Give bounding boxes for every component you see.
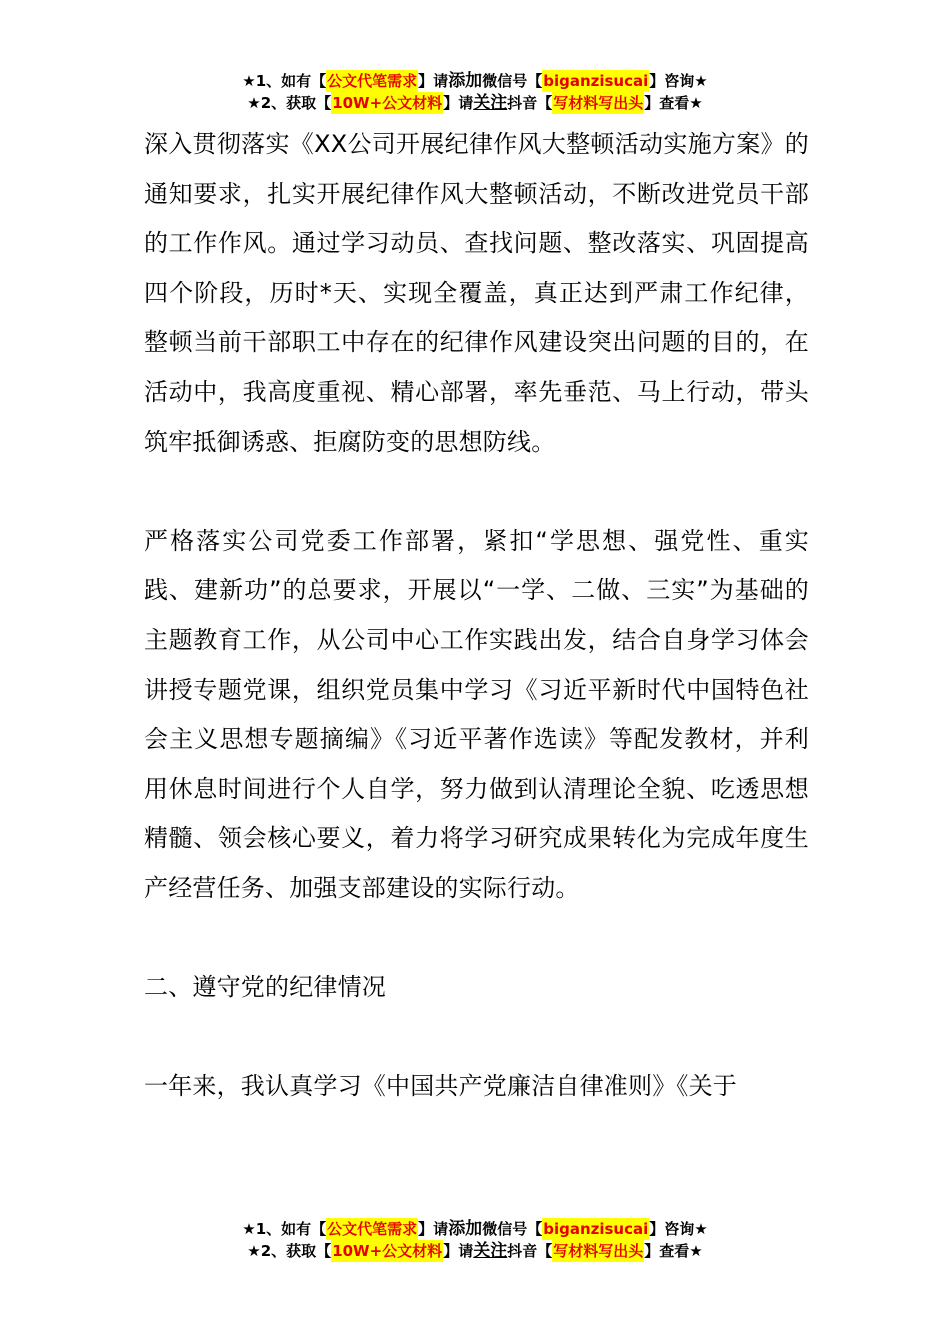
footer-line-1: ★1、如有【公文代笔需求】请添加微信号【biganzisucai】咨询★ [242,1219,708,1239]
paragraph-2: 严格落实公司党委工作部署，紧扣“学思想、强党性、重实践、建新功”的总要求，开展以“一学、二做、三实”为基础的主题教育工作，从公司中心工作实践出发，结合自身学习体会讲授专题党课，组织党员集中学习《习近平新时代中国特色社会主义思想专题摘编》《习近平著作选读》等配发教材，并利用休息时间进行个人自学，努力做到认清理论全貌、吃透思想精髓、领会核心要义，着力将学习研究成果转化为完成年度生产经营任务、加强支部建设的实际行动。 [144,526,809,902]
highlight-wechat-id: biganzisucai [543,72,649,90]
highlight-wechat-id: biganzisucai [543,1220,649,1238]
banner-line-1: ★1、如有【公文代笔需求】请添加微信号【biganzisucai】咨询★ [242,71,708,91]
paragraph-1: 深入贯彻落实《XX公司开展纪律作风大整顿活动实施方案》的通知要求，扎实开展纪律作风大整顿活动，不断改进党员干部的工作作风。通过学习动员、查找问题、整改落实、巩固提高四个阶段，历时*天、实现全覆盖，真正达到严肃工作纪律，整顿当前干部职工中存在的纪律作风建设突出问题的目的，在活动中，我高度重视、精心部署，率先垂范、马上行动，带头筑牢抵御诱惑、拒腐防变的思想防线。 [144,130,809,456]
document-body [144,120,809,1112]
footer-banner [0,1218,950,1262]
highlight-douyin-account: 写材料写出头 [553,94,644,112]
paragraph-3: 一年来，我认真学习《中国共产党廉洁自律准则》《关于 [144,1072,737,1101]
highlight-douyin-account: 写材料写出头 [553,1242,644,1260]
banner-line-2: ★2、获取【10W+公文材料】请关注抖音【写材料写出头】查看★ [247,93,703,113]
footer-line-2: ★2、获取【10W+公文材料】请关注抖音【写材料写出头】查看★ [247,1241,703,1261]
header-banner [0,70,950,114]
highlight-ghostwriting: 公文代笔需求 [327,72,418,90]
highlight-ghostwriting: 公文代笔需求 [327,1220,418,1238]
highlight-materials: 10W+公文材料 [332,94,443,112]
section-heading: 二、遵守党的纪律情况 [144,973,386,1002]
highlight-materials: 10W+公文材料 [332,1242,443,1260]
